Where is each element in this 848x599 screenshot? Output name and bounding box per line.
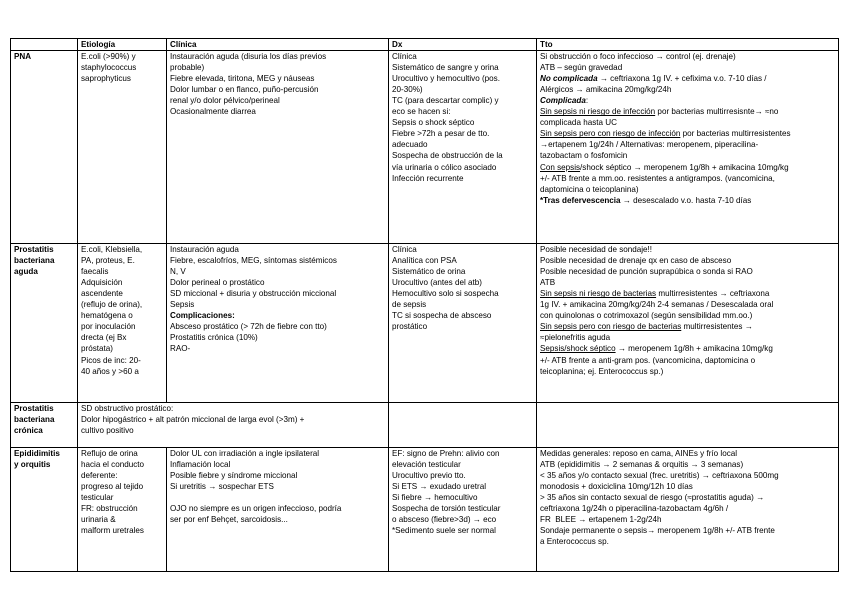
- text-segment: Clínica: [392, 245, 417, 255]
- text-segment: Sin sepsis pero con riesgo de bacterias: [540, 322, 682, 332]
- text-segment: Sospecha de obstrucción de la: [392, 151, 503, 161]
- cell-line: [170, 95, 385, 106]
- cell-etiologia: [78, 244, 167, 403]
- text-segment: FR BLEE → ertapenem 1-2g/24h: [540, 515, 662, 525]
- cell-line: E.coli, Klebsiella,: [81, 245, 143, 255]
- text-segment: daptomicina o teicoplanina): [540, 184, 639, 194]
- cell-line: [540, 277, 835, 288]
- cell-line: testicular: [81, 493, 114, 503]
- cell-line: [540, 366, 835, 377]
- cell-line: [392, 525, 533, 536]
- cell-line: [170, 459, 385, 470]
- cell-line: [540, 459, 835, 470]
- text-segment: Analítica con PSA: [392, 256, 457, 266]
- cell-line: [540, 470, 835, 481]
- cell-line: hacia el conducto: [81, 460, 144, 470]
- text-segment: Urocultivo previo tto.: [392, 471, 466, 481]
- text-segment: renal y/o dolor pélvico/perineal: [170, 96, 280, 106]
- cell-line: drecta (ej Bx: [81, 333, 127, 343]
- text-segment: tazobactam o fosfomicin: [540, 151, 628, 161]
- cell-line: [540, 536, 835, 547]
- text-segment: Instauración aguda (disuria los días previos: [170, 52, 327, 62]
- cell-line: [392, 128, 533, 139]
- cell-line: [540, 195, 835, 206]
- text-segment: ≈pielonefritis aguda: [540, 333, 611, 343]
- text-segment: por bacterias multirresistentes: [680, 129, 791, 139]
- cell-line: [540, 355, 835, 366]
- text-segment: Inflamación local: [170, 460, 231, 470]
- text-segment: monodosis + doxiciclina 10mg/12h 10 días: [540, 482, 693, 492]
- text-segment: Instauración aguda: [170, 245, 239, 255]
- text-segment: OJO no siempre es un origen infeccioso, podría: [170, 504, 342, 514]
- text-segment: Con sepsis: [540, 162, 581, 172]
- cell-line: malform uretrales: [81, 526, 144, 536]
- text-segment: +/- ATB frente a mm.oo. resistentes a antigrampos. (vancomicina,: [540, 173, 775, 183]
- cell-line: bacteriana: [14, 415, 55, 425]
- cell-line: [540, 525, 835, 536]
- cell-line: staphylococcus: [81, 63, 137, 73]
- cell-line: y orquitis: [14, 460, 51, 470]
- text-segment: a Enterococcus sp.: [540, 537, 609, 547]
- text-segment: elevación testicular: [392, 460, 461, 470]
- text-segment: *Tras defervescencia: [540, 195, 621, 205]
- cell-line: [392, 173, 533, 184]
- cell-line: [392, 503, 533, 514]
- cell-line: [392, 514, 533, 525]
- cell-dx: [389, 51, 537, 244]
- text-segment: Sin sepsis ni riesgo de bacterias: [540, 289, 657, 299]
- text-segment: vía urinaria o cólico asociado: [392, 162, 497, 172]
- cell-line: saprophyticus: [81, 74, 131, 84]
- cell-line: [170, 51, 385, 62]
- text-segment: Si uretritis → sospechar ETS: [170, 482, 274, 492]
- cell-line: próstata): [81, 344, 113, 354]
- text-segment: Dolor hipogástrico + alt patrón miccional de larga evol (>3m) +: [81, 415, 305, 425]
- text-segment: Sepsis o shock séptico: [392, 118, 475, 128]
- text-segment: 1g IV. + amikacina 20mg/kg/24h 2-4 semanas / Desescalada oral: [540, 300, 774, 310]
- cell-line: (reflujo de orina),: [81, 300, 143, 310]
- text-segment: Sondaje permanente o sepsis→ meropenem 1g/8h +/- ATB frente: [540, 526, 775, 536]
- cell-line: [540, 51, 835, 62]
- text-segment: teicoplanina; ej. Enterococcus sp.): [540, 366, 664, 376]
- text-segment: Medidas generales: reposo en cama, AINEs y frío local: [540, 449, 738, 459]
- cell-line: [540, 503, 835, 514]
- text-segment: ser por enf Behçet, sarcoidosis...: [170, 515, 288, 525]
- treatment-table: [10, 38, 839, 572]
- text-segment: Dolor UL con irradiación a ingle ipsilateral: [170, 449, 320, 459]
- cell-line: [392, 459, 533, 470]
- cell-line: [170, 492, 385, 503]
- text-segment: Posible fiebre y síndrome miccional: [170, 471, 298, 481]
- text-segment: prostático: [392, 322, 428, 332]
- text-segment: por bacterias multirresisnte→ ≈no: [655, 107, 779, 117]
- cell-tto: [537, 403, 839, 448]
- cell-dx: [389, 448, 537, 572]
- text-segment: Absceso prostático (> 72h de fiebre con tto): [170, 322, 327, 332]
- text-segment: Clínica: [392, 52, 417, 62]
- text-segment: /shock séptico → meropenem 1g/8h + amikacina 10mg/kg: [580, 162, 789, 172]
- text-segment: de sepsis: [392, 300, 427, 310]
- cell-line: [392, 277, 533, 288]
- cell-line: [170, 244, 385, 255]
- cell-line: [392, 255, 533, 266]
- cell-line: [170, 277, 385, 288]
- cell-line: [392, 117, 533, 128]
- text-segment: Si ETS → exudado uretral: [392, 482, 487, 492]
- text-segment: [170, 493, 172, 502]
- cell-line: [540, 162, 835, 173]
- cell-line: [540, 492, 835, 503]
- text-segment: +/- ATB frente a anti-gram pos. (vancomicina, daptomicina o: [540, 355, 756, 365]
- text-segment: Sepsis: [170, 300, 195, 310]
- text-segment: Sin sepsis ni riesgo de infección: [540, 107, 656, 117]
- cell-line: [392, 84, 533, 95]
- cell-line: [81, 425, 385, 436]
- text-segment: Dolor lumbar o en flanco, puño-percusión: [170, 85, 319, 95]
- cell-tto: [537, 448, 839, 572]
- cell-line: [540, 514, 835, 525]
- cell-line: [392, 299, 533, 310]
- cell-line: [392, 162, 533, 173]
- header-tto: Tto: [537, 39, 839, 51]
- cell-name: [11, 448, 78, 572]
- cell-line: [170, 106, 385, 117]
- text-segment: < 35 años y/o contacto sexual (frec. uretritis) → ceftriaxona 500mg: [540, 471, 779, 481]
- cell-line: [170, 84, 385, 95]
- cell-line: [170, 73, 385, 84]
- text-segment: Si fiebre → hemocultivo: [392, 493, 478, 503]
- text-segment: :: [585, 96, 589, 106]
- header-empty: [11, 39, 78, 51]
- text-segment: EF: signo de Prehn: alivio con: [392, 449, 500, 459]
- text-segment: ATB: [540, 278, 556, 288]
- cell-line: [540, 73, 835, 84]
- text-segment: Sistemático de sangre y orina: [392, 63, 499, 73]
- cell-line: [392, 106, 533, 117]
- cell-line: [81, 403, 385, 414]
- cell-line: [170, 332, 385, 343]
- cell-line: [540, 106, 835, 117]
- text-segment: > 35 años sin contacto sexual de riesgo (≈prostatitis aguda) →: [540, 493, 765, 503]
- text-segment: Alérgicos → amikacina 20mg/kg/24h: [540, 85, 672, 95]
- cell-name: [11, 51, 78, 244]
- cell-line: por inoculación: [81, 322, 136, 332]
- text-segment: 20-30%): [392, 85, 423, 95]
- cell-line: [540, 288, 835, 299]
- cell-line: Adquisición: [81, 278, 123, 288]
- text-segment: Dolor perineal o prostático: [170, 278, 265, 288]
- cell-line: [392, 470, 533, 481]
- cell-line: [540, 150, 835, 161]
- text-segment: Urocultivo y hemocultivo (pos.: [392, 74, 500, 84]
- cell-merged-etiologia-clinica: [78, 403, 389, 448]
- text-segment: multirresistentes → ceftriaxona: [656, 289, 770, 299]
- cell-line: [170, 255, 385, 266]
- cell-line: [392, 139, 533, 150]
- cell-tto: [537, 51, 839, 244]
- cell-line: [540, 481, 835, 492]
- text-segment: SD obstructivo prostático:: [81, 404, 174, 414]
- text-segment: Posible necesidad de drenaje qx en caso de absceso: [540, 256, 732, 266]
- cell-line: Prostatitis: [14, 245, 54, 255]
- cell-line: [540, 128, 835, 139]
- text-segment: → meropenem 1g/8h + amikacina 10mg/kg: [615, 344, 773, 354]
- text-segment: *Sedimento suele ser normal: [392, 526, 496, 536]
- cell-line: 40 años y >60 a: [81, 366, 139, 376]
- cell-line: progreso al tejido: [81, 482, 144, 492]
- cell-line: Picos de inc: 20-: [81, 355, 141, 365]
- cell-line: [392, 150, 533, 161]
- cell-tto: [537, 244, 839, 403]
- text-segment: →ertapenem 1g/24h / Alternativas: meropenem, piperacilina-: [540, 140, 759, 150]
- text-segment: Hemocultivo solo si sospecha: [392, 289, 499, 299]
- text-segment: Sepsis/shock séptico: [540, 344, 616, 354]
- cell-line: [392, 244, 533, 255]
- header-clinica: Clínica: [167, 39, 389, 51]
- cell-line: [540, 62, 835, 73]
- cell-line: Epididimitis: [14, 449, 60, 459]
- cell-line: [392, 62, 533, 73]
- cell-line: [170, 310, 385, 321]
- text-segment: Posible necesidad de punción suprapúbica o sonda si RAO: [540, 267, 753, 277]
- text-segment: → desescalado v.o. hasta 7-10 días: [620, 195, 752, 205]
- cell-line: [170, 299, 385, 310]
- cell-line: urinaria &: [81, 515, 116, 525]
- cell-line: [540, 332, 835, 343]
- cell-line: [540, 266, 835, 277]
- cell-line: [170, 288, 385, 299]
- text-segment: probable): [170, 63, 205, 73]
- cell-line: PA, proteus, E.: [81, 256, 135, 266]
- cell-line: aguda: [14, 267, 38, 277]
- cell-line: Prostatitis: [14, 404, 54, 414]
- cell-line: [392, 288, 533, 299]
- text-segment: Fiebre elevada, tiritona, MEG y náuseas: [170, 74, 315, 84]
- cell-line: [170, 514, 385, 525]
- cell-line: [540, 321, 835, 332]
- text-segment: Complicaciones:: [170, 311, 235, 321]
- cell-line: [392, 492, 533, 503]
- text-segment: Sospecha de torsión testicular: [392, 504, 501, 514]
- cell-line: [392, 321, 533, 332]
- cell-line: [540, 448, 835, 459]
- text-segment: adecuado: [392, 140, 428, 150]
- row-prostatitis-cronica: [11, 403, 839, 448]
- text-segment: Urocultivo (antes del atb): [392, 278, 482, 288]
- text-segment: Si obstrucción o foco infeccioso → control (ej. drenaje): [540, 52, 736, 62]
- text-segment: multirresistentes →: [681, 322, 753, 332]
- cell-line: [392, 310, 533, 321]
- cell-line: bacteriana: [14, 256, 55, 266]
- text-segment: eco se hacen si:: [392, 107, 451, 117]
- cell-line: [540, 244, 835, 255]
- cell-line: [540, 117, 835, 128]
- cell-clinica: [167, 51, 389, 244]
- text-segment: ceftriaxona 1g/24h o piperacilina-tazobactam 4g/6h /: [540, 504, 729, 514]
- row-pna: [11, 51, 839, 244]
- cell-dx: [389, 244, 537, 403]
- cell-name: [11, 244, 78, 403]
- cell-line: PNA: [14, 52, 32, 62]
- cell-line: [392, 51, 533, 62]
- cell-line: [540, 139, 835, 150]
- cell-line: [392, 481, 533, 492]
- cell-name: [11, 403, 78, 448]
- row-epididimitis: [11, 448, 839, 572]
- cell-line: [540, 255, 835, 266]
- cell-line: faecalis: [81, 267, 109, 277]
- cell-line: [392, 95, 533, 106]
- cell-line: [170, 266, 385, 277]
- text-segment: cultivo positivo: [81, 426, 134, 436]
- header-row: [11, 39, 839, 51]
- text-segment: ATB (epididimitis → 2 semanas & orquitis → 3 semanas): [540, 460, 744, 470]
- header-dx: Dx: [389, 39, 537, 51]
- text-segment: Sistemático de orina: [392, 267, 466, 277]
- text-segment: Prostatitis crónica (10%): [170, 333, 258, 343]
- cell-line: FR: obstrucción: [81, 504, 138, 514]
- cell-line: [170, 481, 385, 492]
- text-segment: TC (para descartar complic) y: [392, 96, 499, 106]
- cell-etiologia: [78, 51, 167, 244]
- text-segment: No complicada: [540, 74, 598, 84]
- cell-line: [540, 184, 835, 195]
- cell-line: Reflujo de orina: [81, 449, 138, 459]
- text-segment: Infección recurrente: [392, 173, 464, 183]
- text-segment: complicada hasta UC: [540, 118, 617, 128]
- cell-line: [392, 73, 533, 84]
- text-segment: → ceftriaxona 1g IV. + cefixima v.o. 7-10 días /: [597, 74, 767, 84]
- cell-line: [170, 503, 385, 514]
- cell-line: [540, 84, 835, 95]
- cell-line: [170, 321, 385, 332]
- cell-line: [540, 299, 835, 310]
- text-segment: SD miccional + disuria y obstrucción miccional: [170, 289, 337, 299]
- cell-etiologia: [78, 448, 167, 572]
- text-segment: Fiebre >72h a pesar de tto.: [392, 129, 490, 139]
- cell-line: deferente:: [81, 471, 118, 481]
- cell-line: [170, 62, 385, 73]
- cell-clinica: [167, 448, 389, 572]
- cell-line: [540, 95, 835, 106]
- cell-line: crónica: [14, 426, 43, 436]
- text-segment: ATB – según gravedad: [540, 63, 623, 73]
- cell-line: [540, 173, 835, 184]
- text-segment: Sin sepsis pero con riesgo de infección: [540, 129, 681, 139]
- text-segment: o absceso (fiebre>3d) → eco: [392, 515, 497, 525]
- cell-clinica: [167, 244, 389, 403]
- cell-line: hematógena o: [81, 311, 133, 321]
- cell-line: [540, 310, 835, 321]
- cell-line: E.coli (>90%) y: [81, 52, 136, 62]
- cell-line: [170, 470, 385, 481]
- cell-line: [392, 266, 533, 277]
- cell-dx: [389, 403, 537, 448]
- text-segment: Ocasionalmente diarrea: [170, 107, 256, 117]
- text-segment: Complicada: [540, 96, 586, 106]
- text-segment: con quinolonas o cotrimoxazol (según sensibilidad mm.oo.): [540, 311, 753, 321]
- cell-line: [81, 414, 385, 425]
- header-etiologia: Etiología: [78, 39, 167, 51]
- cell-line: [540, 343, 835, 354]
- text-segment: N, V: [170, 267, 186, 277]
- text-segment: Fiebre, escalofríos, MEG, síntomas sistémicos: [170, 256, 337, 266]
- text-segment: Posible necesidad de sondaje!!: [540, 245, 653, 255]
- cell-line: ascendente: [81, 289, 123, 299]
- text-segment: RAO-: [170, 344, 191, 354]
- cell-line: [170, 343, 385, 354]
- row-prostatitis-aguda: [11, 244, 839, 403]
- text-segment: TC si sospecha de absceso: [392, 311, 492, 321]
- cell-line: [170, 448, 385, 459]
- cell-line: [392, 448, 533, 459]
